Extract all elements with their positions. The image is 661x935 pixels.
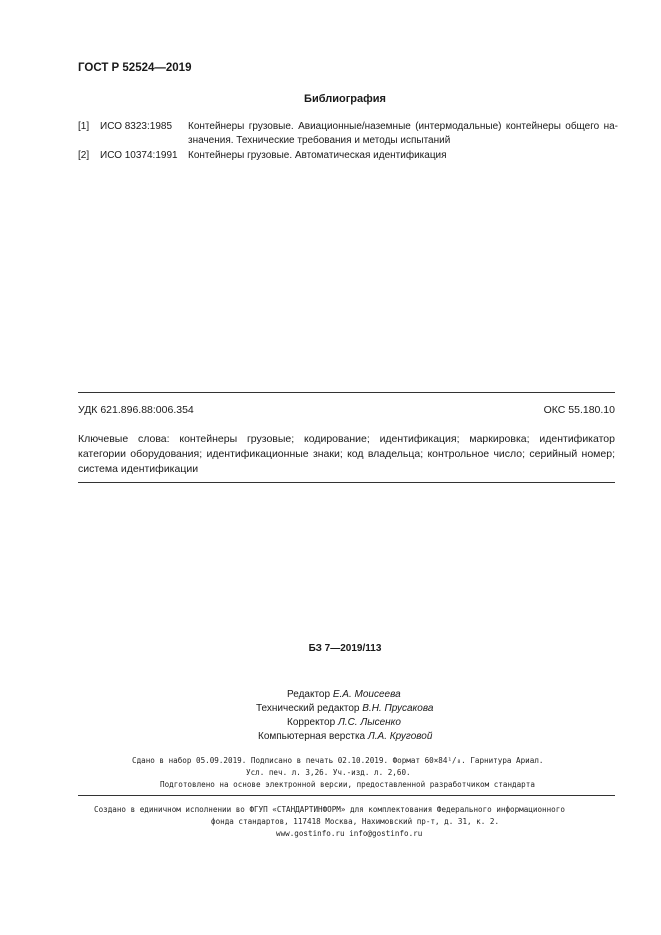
imprint-line: Усл. печ. л. 3,26. Уч.-изд. л. 2,60. bbox=[246, 768, 411, 777]
staff-tech-editor bbox=[256, 702, 433, 716]
udk-code: УДК 621.896.88:006.354 bbox=[78, 404, 194, 416]
staff-role: Технический редактор bbox=[256, 703, 360, 714]
staff-role: Компьютерная верстка bbox=[258, 731, 366, 742]
bibliography-item-reference: ИСО 10374:1991 bbox=[100, 150, 178, 161]
staff-name: Л.С. Лысенко bbox=[337, 717, 401, 728]
imprint-line: фонда стандартов, 117418 Москва, Нахимовский пр-т, д. 31, к. 2. bbox=[211, 817, 500, 826]
bibliography-item-number: [2] bbox=[78, 150, 90, 161]
keywords: Ключевые слова: контейнеры грузовые; кодирование; идентификация; маркировка; идентификатор категории оборудования; идентификационные знаки; код владельца; контрольное число; серийный номер; система идентификации bbox=[78, 433, 615, 475]
staff-name: Е.А. Моисеева bbox=[332, 689, 401, 700]
bz-number: БЗ 7—2019/113 bbox=[308, 643, 382, 654]
staff-proofreader bbox=[287, 716, 401, 730]
divider bbox=[78, 795, 615, 796]
imprint-line: Подготовлено на основе электронной версии, предоставленной разработчиком стандарта bbox=[160, 780, 535, 789]
bibliography-title: Библиография bbox=[304, 93, 386, 105]
staff-editor bbox=[287, 688, 401, 702]
divider bbox=[78, 482, 615, 483]
bibliography-item-description: Контейнеры грузовые. Автоматическая идентификация bbox=[188, 150, 447, 161]
imprint-line: Сдано в набор 05.09.2019. Подписано в печать 02.10.2019. Формат 60×84¹/₈. Гарнитура Ариал. bbox=[132, 756, 544, 765]
staff-role: Редактор bbox=[287, 689, 331, 700]
staff-name: Л.А. Круговой bbox=[367, 731, 433, 742]
staff-layout bbox=[258, 730, 432, 744]
imprint-line: Создано в единичном исполнении во ФГУП «СТАНДАРТИНФОРМ» для комплектования Федерального информационного bbox=[94, 805, 565, 814]
bibliography-item-description: Контейнеры грузовые. Авиационные/наземные (интермодальные) контейнеры общего на- значения. Технические требования и методы испытаний bbox=[188, 121, 618, 146]
oks-code: ОКС 55.180.10 bbox=[543, 404, 615, 416]
bibliography-item-reference: ИСО 8323:1985 bbox=[100, 121, 173, 132]
staff-role: Корректор bbox=[287, 717, 336, 728]
standard-code: ГОСТ Р 52524—2019 bbox=[78, 62, 192, 74]
bibliography-item bbox=[78, 120, 618, 148]
bibliography-item-number: [1] bbox=[78, 121, 90, 132]
divider bbox=[78, 392, 615, 393]
staff-name: В.Н. Прусакова bbox=[362, 703, 434, 714]
imprint-line: www.gostinfo.ru info@gostinfo.ru bbox=[276, 829, 423, 838]
bibliography-item bbox=[78, 149, 618, 163]
